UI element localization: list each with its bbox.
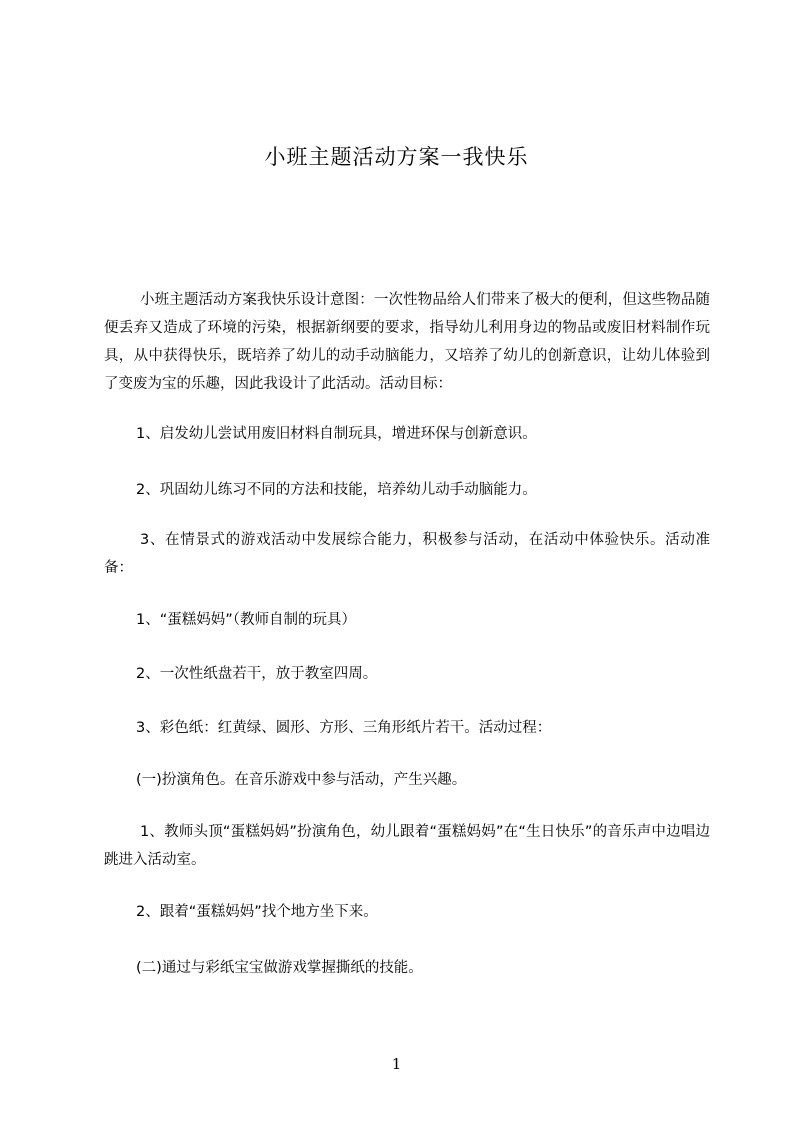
paragraph-prep-3: 3、彩色纸：红黄绿、圆形、方形、三角形纸片若干。活动过程：: [136, 720, 552, 736]
paragraph-goal-1: 1、启发幼儿尝试用废旧材料自制玩具，增进环保与创新意识。: [136, 426, 537, 442]
paragraph-goal-2: 2、巩固幼儿练习不同的方法和技能，培养幼儿动手动脑能力。: [136, 482, 537, 498]
paragraph-process-step-2: 2、跟着“蛋糕妈妈”找个地方坐下来。: [136, 904, 378, 920]
paragraph-prep-1: 1、“蛋糕妈妈”（教师自制的玩具）: [136, 612, 356, 628]
paragraph-prep-2: 2、一次性纸盘若干，放于教室四周。: [136, 666, 378, 682]
paragraph-process-1: (一)扮演角色。在音乐游戏中参与活动，产生兴趣。: [136, 772, 467, 788]
paragraph-process-2: (二)通过与彩纸宝宝做游戏掌握撕纸的技能。: [136, 960, 423, 976]
page-number: 1: [391, 1055, 402, 1073]
document-title: 小班主题活动方案一我快乐: [264, 145, 529, 169]
paragraph-goal-3: 3、在情景式的游戏活动中发展综合能力，积极参与活动，在活动中体验快乐。活动准备：: [104, 532, 710, 576]
paragraph-design-intent: 小班主题活动方案我快乐设计意图：一次性物品给人们带来了极大的便利，但这些物品随便丢弃又造成了环境的污染，根据新纲要的要求，指导幼儿利用身边的物品或废旧材料制作玩具，从中获得快乐，既培养了幼儿的动手动脑能力，又培养了幼儿的创新意识，让幼儿体验到了变废为宝的乐趣，因此我设计了此活动。活动目标：: [104, 292, 710, 392]
paragraph-process-step-1: 1、教师头顶“蛋糕妈妈”扮演角色，幼儿跟着“蛋糕妈妈”在“生日快乐”的音乐声中边唱边跳进入活动室。: [104, 824, 710, 868]
